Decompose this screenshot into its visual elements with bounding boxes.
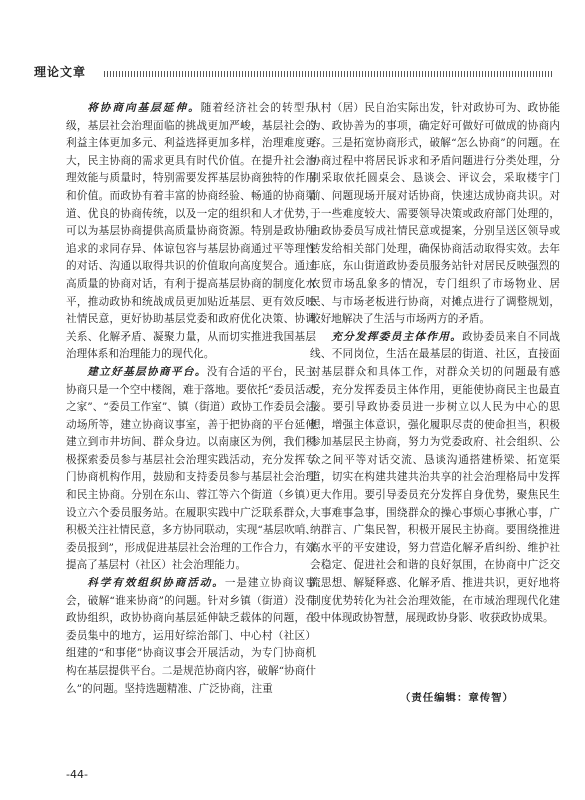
paragraph [66,575,316,698]
paragraph-lead: 建立好基层协商平台。 [87,365,207,378]
section-title: 理论文章 [34,62,92,82]
paragraph-text: 一是建立协商议事会，破解“谁来协商”的问题。针对乡镇（街道）没有政协组织，政协协商向基层延伸缺乏载体的问题，在委员集中的地方，运用好综治部门、中心村（社区）组建的“和事佬”协商议事会开展活动，为专门协商机构在基层提供平台。二是规范协商内容，破解“协商什么”的问题。坚持选题精准、广泛协商，注重 [66,577,317,695]
paragraph-lead: 科学有效组织协商活动。 [87,577,225,590]
left-column [66,100,316,698]
paragraph-lead: 充分发挥委员主体作用。 [331,330,463,343]
header-decorative-band [104,71,554,77]
paragraph-text: 政协委员来自不同战线、不同岗位，生活在最基层的街道、社区，直接面对基层群众和具体工作，对群众关切的问题最有感受，充分发挥委员主体作用，更能使协商民主也最直接。要引导政协委员进一步树立以人民为中心的思想，增强主体意识，强化履职尽责的使命担当，积极参加基层民主协商，努力为党委政府、社会组织、公众之间平等对话交流、恳谈沟通搭建桥梁、拓宽渠道，切实在构建共建共治共享的社会治理格局中发挥更大作用。要引导委员充分发挥自身优势，聚焦民生大事难事急事，围绕群众的操心事烦心事揪心事，广纳群言、广集民智，积极开展民主协商。要围绕推进高水平的平安建设，努力营造化解矛盾纠纷、维护社会稳定、促进社会和谐的良好氛围，在协商中广泛交流思想、解疑释惑、化解矛盾、推进共识，更好地将制度优势转化为社会治理效能，在市域治理现代化建设中体现政协智慧，展现政协身影、收获政协成果。 [310,330,560,625]
page-number: -44- [66,768,88,781]
paragraph [66,100,316,364]
paragraph [66,364,316,575]
paragraph-text: 没有合适的平台，民主协商只是一个空中楼阁，难于落地。要依托“委员活动之家”、“委员工作室”、镇（街道）政协工作委员会活动场所等，建立协商议事室，善于把协商的平台延伸建立到市井坊间、群众身边。以南康区为例，我们积极探索委员参与基层社会治理实践活动，充分发挥专门协商机构作用，鼓励和支持委员参与基层社会治理和民主协商。分别在东山、蓉江等六个街道（乡镇）设立六个委员服务站。在履职实践中广泛联系群众，积极关注社情民意，多方协同联动，实现“基层吹哨、委员报到”，形成促进基层社会治理的工作合力，有效提高了基层村（社区）社会治理能力。 [66,365,317,572]
paragraph-lead: 将协商向基层延伸。 [87,102,201,114]
right-column [310,100,560,628]
paragraph-continued: 从村（居）民自治实际出发，针对政协可为、政协能为、政协善为的事项，确定好可做好可做成的协商内容。三是拓宽协商形式，破解“怎么协商”的问题。在协商过程中将居民诉求和矛盾问题进行分类处理，分别采取依托圆桌会、恳谈会、评议会，采取楼宇门前、问题现场开展对话协商，快速达成协商共识。对于一些难度较大、需要领导决策或政府部门处理的，由政协委员写成社情民意或提案，分别呈送区领导或转发给相关部门处理，确保协商活动取得实效。去年年底，东山街道政协委员服务站针对居民反映强烈的农贸市场乱象多的情况，专门组织了市场物业、居民、与市场老板进行协商，对摊点进行了调整规划，较好地解决了生活与市场两方的矛盾。 [310,102,560,326]
editor-note: （责任编辑：章传智） [400,692,514,704]
section-header [34,62,554,82]
paragraph-text: 随着经济社会的转型升级，基层社会治理面临的挑战更加严峻，基层社会的利益主体更加多元、利益选择更加多样，治理难度更大，民主协商的需求更具有时代价值。在提升社会治理效能与质量时，特别需要发挥基层协商独特的作用和价值。而政协有着丰富的协商经验、畅通的协商渠道、优良的协商传统，以及一定的组织和人才优势，可以为基层协商提供高质量协商资源。特别是政协所追求的求同存异、体谅包容与基层协商通过平等理性的对话、沟通以取得共识的价值取向高度契合。通过高质量的协商对话，有利于提高基层协商的制度化水平，推动政协和统战成员更加贴近基层、更有效反映社情民意，更好协助基层党委和政府优化决策、协调关系、化解矛盾、凝聚力量，从而切实推进我国基层治理体系和治理能力的现代化。 [66,102,316,361]
paragraph [310,329,560,628]
